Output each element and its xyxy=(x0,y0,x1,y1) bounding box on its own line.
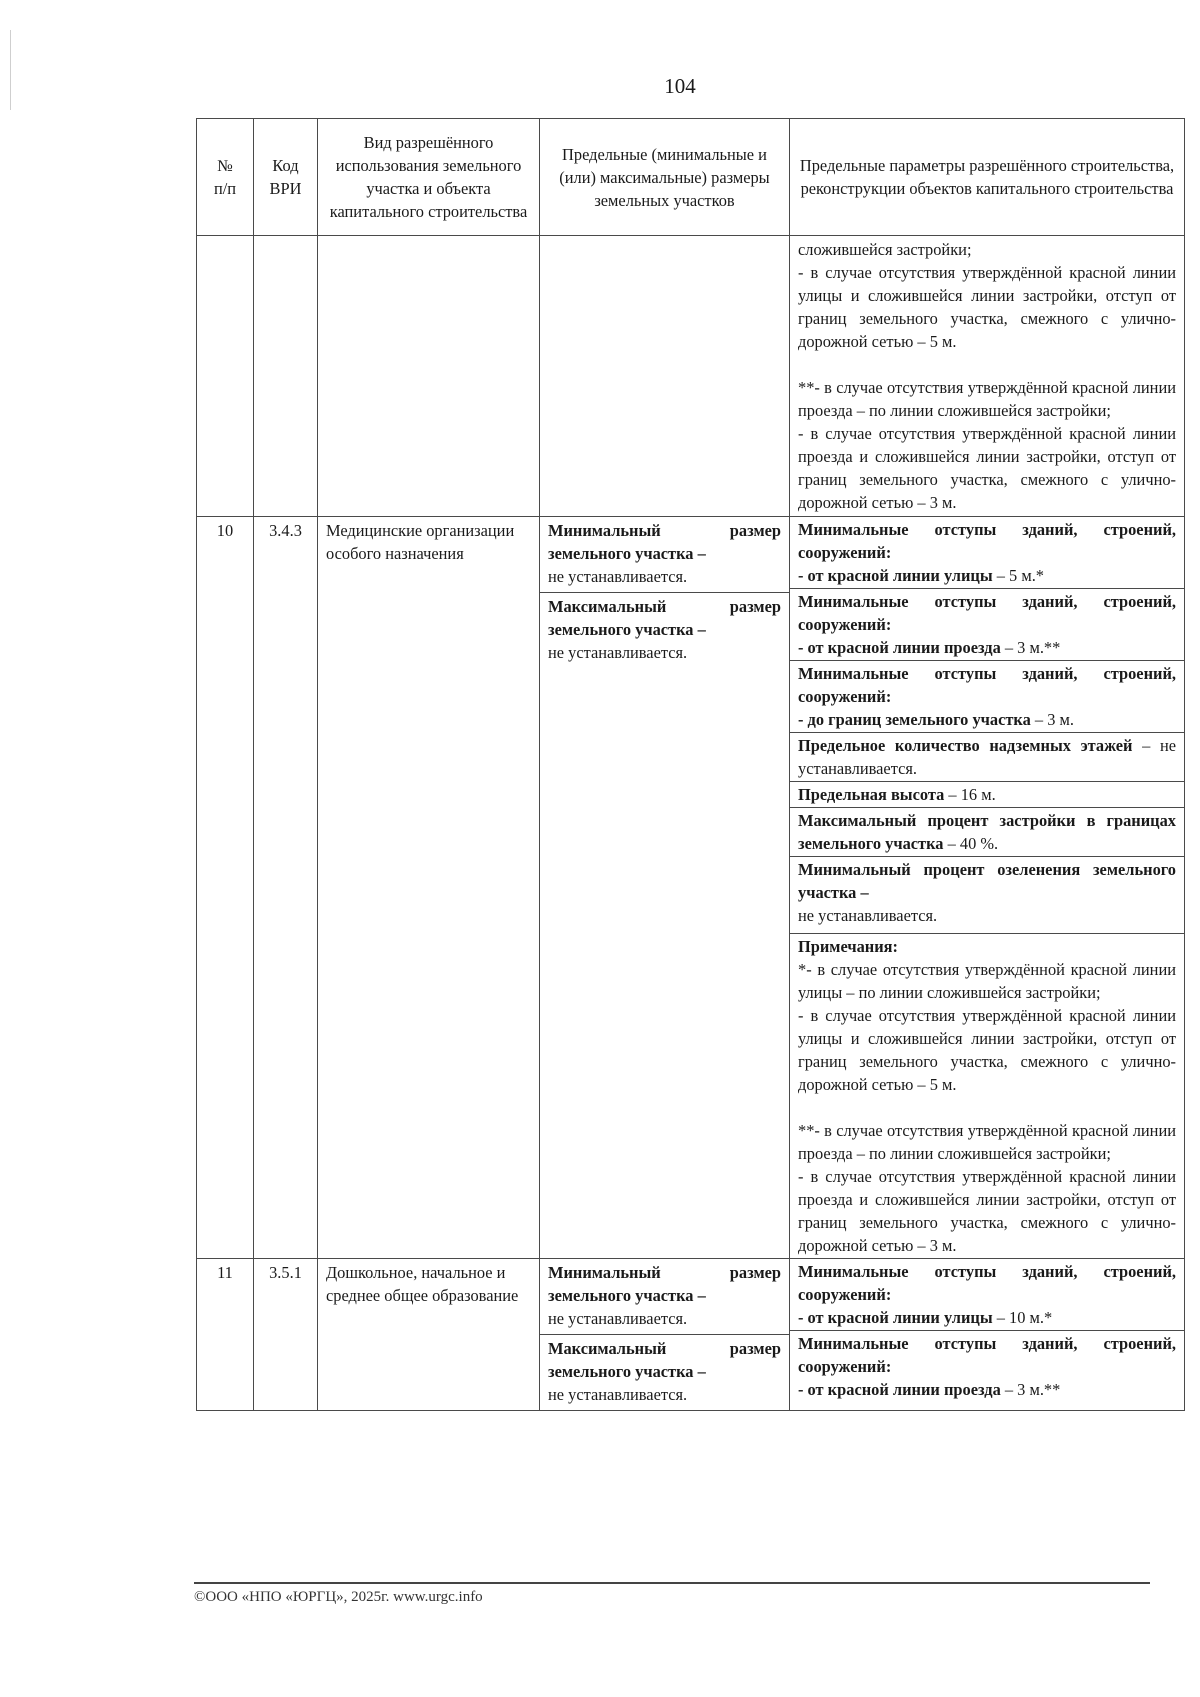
note-2: - в случае отсутствия утверждённой красной линии улицы и сложившейся линии застройки, отступ от границ земельного участка, смежного с улично-дорожной сетью – 5 м. xyxy=(798,1006,1176,1094)
table-header-row xyxy=(197,119,1185,236)
footer-divider xyxy=(194,1582,1150,1584)
regulations-table xyxy=(196,118,1185,1411)
header-num: № п/п xyxy=(197,119,254,236)
row11-indent-street: Минимальные отступы зданий, строений, сооружений: - от красной линии улицы – 10 м.* xyxy=(790,1259,1184,1331)
note-3: **- в случае отсутствия утверждённой красной линии проезда – по линии сложившейся застройки; xyxy=(798,1121,1176,1163)
row11-sizes-cell xyxy=(540,1259,790,1411)
header-sizes: Предельные (минимальные и (или) максимальные) размеры земельных участков xyxy=(540,119,790,236)
row10-num: 10 xyxy=(197,517,254,1259)
row11-num: 11 xyxy=(197,1259,254,1411)
row10-indent-drive: Минимальные отступы зданий, строений, сооружений: - от красной линии проезда – 3 м.** xyxy=(790,589,1184,661)
header-params: Предельные параметры разрешённого строительства, реконструкции объектов капитального строительства xyxy=(790,119,1185,236)
row10-notes xyxy=(790,934,1184,1258)
row10-coverage: Максимальный процент застройки в границах земельного участка – 40 %. xyxy=(790,808,1184,857)
row11-min-size: Минимальный размер земельного участка – не устанавливается. xyxy=(540,1259,789,1335)
row11-indent-drive: Минимальные отступы зданий, строений, сооружений: - от красной линии проезда – 3 м.** xyxy=(798,1334,1176,1399)
cont-params-cell xyxy=(790,236,1185,517)
row10-indent-street: Минимальные отступы зданий, строений, сооружений: - от красной линии улицы – 5 м.* xyxy=(790,517,1184,589)
row10-code: 3.4.3 xyxy=(254,517,318,1259)
cont-code-cell xyxy=(254,236,318,517)
row10-indent-border: Минимальные отступы зданий, строений, сооружений: - до границ земельного участка – 3 м. xyxy=(790,661,1184,733)
row11-max-size: Максимальный размер земельного участка – не устанавливается. xyxy=(548,1339,781,1404)
row10-floors: Предельное количество надземных этажей – не устанавливается. xyxy=(790,733,1184,782)
notes-gap xyxy=(798,1096,1176,1119)
row10-greening: Минимальный процент озеленения земельного участка – не устанавливается. xyxy=(790,857,1184,934)
cont-p4: - в случае отсутствия утверждённой красной линии проезда и сложившейся линии застройки, отступ от границ земельного участка, смежного с улично-дорожной сетью – 3 м. xyxy=(798,424,1176,512)
row10-name: Медицинские организации особого назначения xyxy=(318,517,540,1259)
row10-max-size: Максимальный размер земельного участка – не устанавливается. xyxy=(548,597,781,662)
cont-num-cell xyxy=(197,236,254,517)
cont-gap xyxy=(798,353,1176,376)
header-vri: Вид разрешённого использования земельного участка и объекта капитального строительства xyxy=(318,119,540,236)
row10-height: Предельная высота – 16 м. xyxy=(790,782,1184,808)
cont-p2: - в случае отсутствия утверждённой красной линии улицы и сложившейся линии застройки, отступ от границ земельного участка, смежного с улично-дорожной сетью – 5 м. xyxy=(798,263,1176,351)
notes-title: Примечания: xyxy=(798,937,898,956)
note-1: *- в случае отсутствия утверждённой красной линии улицы – по линии сложившейся застройки; xyxy=(798,960,1176,1002)
row10-sizes-cell xyxy=(540,517,790,1259)
header-code: Код ВРИ xyxy=(254,119,318,236)
cont-size-cell xyxy=(540,236,790,517)
page-number: 104 xyxy=(664,74,696,98)
cont-p1: сложившейся застройки; xyxy=(798,240,972,259)
cont-p3: **- в случае отсутствия утверждённой красной линии проезда – по линии сложившейся застройки; xyxy=(798,378,1176,420)
row11-name: Дошкольное, начальное и среднее общее образование xyxy=(318,1259,540,1411)
row11-code: 3.5.1 xyxy=(254,1259,318,1411)
table-row xyxy=(197,236,1185,517)
row11-params-cell xyxy=(790,1259,1185,1411)
table-row-11 xyxy=(197,1259,1185,1411)
footer-copyright: ©ООО «НПО «ЮРГЦ», 2025г. www.urgc.info xyxy=(194,1589,483,1605)
cont-vri-cell xyxy=(318,236,540,517)
row10-min-size: Минимальный размер земельного участка – не устанавливается. xyxy=(540,517,789,593)
note-4: - в случае отсутствия утверждённой красной линии проезда и сложившейся линии застройки, отступ от границ земельного участка, смежного с улично-дорожной сетью – 3 м. xyxy=(798,1167,1176,1255)
row10-params-cell xyxy=(790,517,1185,1259)
table-row-10 xyxy=(197,517,1185,1259)
